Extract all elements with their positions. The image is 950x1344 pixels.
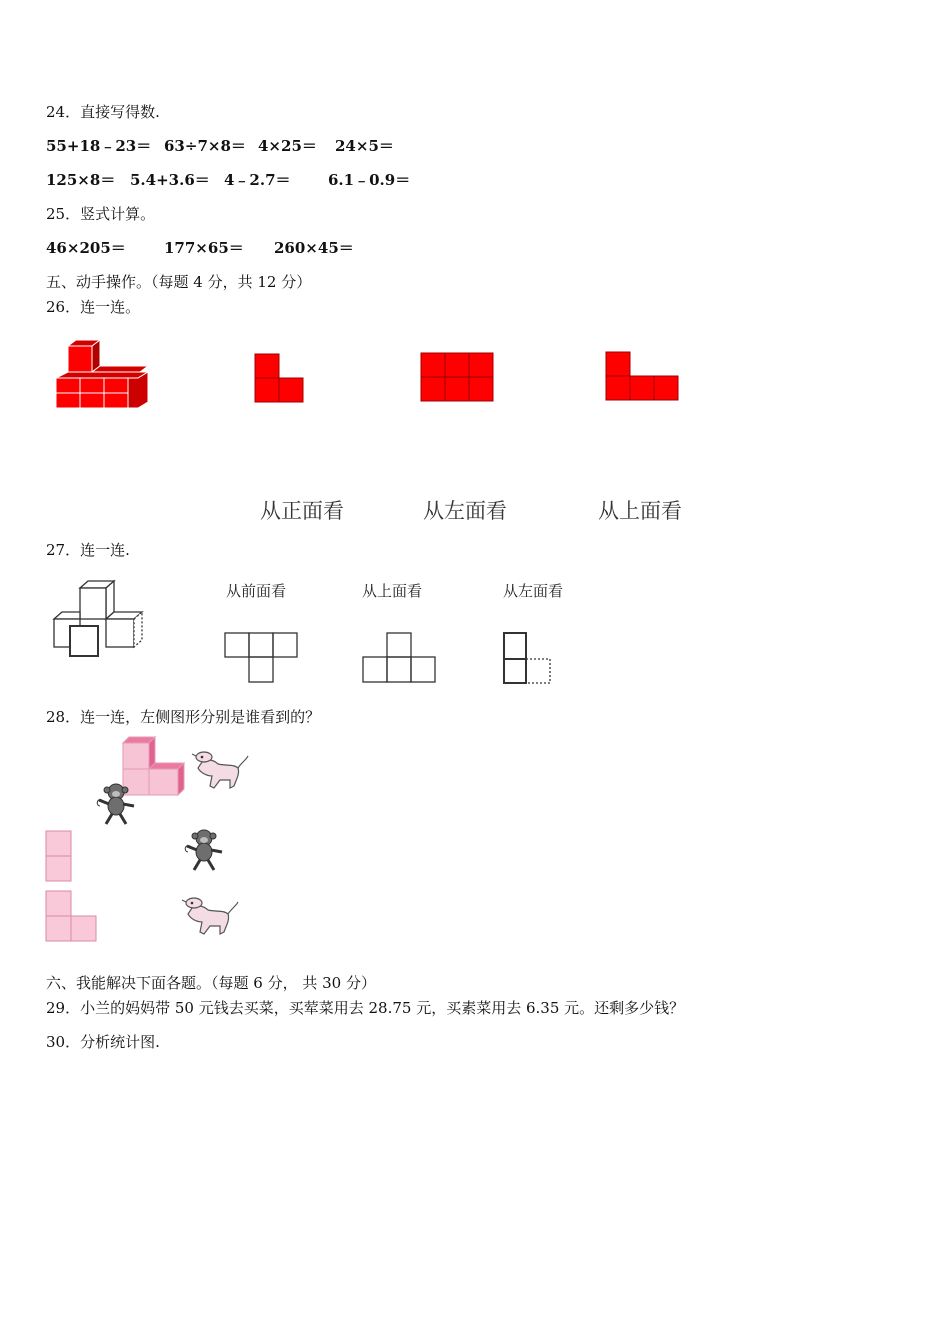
question-29-text: 29．小兰的妈妈带 50 元钱去买菜，买荤菜用去 28.75 元，买素菜用去 6.35 元。还剩多少钱？ xyxy=(46,999,685,1017)
expression: 4﹣2.7＝ xyxy=(224,171,291,189)
t-shape-view xyxy=(224,632,302,684)
view-label-front: 从正面看 xyxy=(260,499,344,523)
view-label-top: 从上面看 xyxy=(598,499,682,523)
red-rectangle-view xyxy=(420,352,496,404)
view-label-left: 从左面看 xyxy=(503,582,564,600)
question-30-title: 30．分析统计图. xyxy=(46,1033,160,1051)
red-wide-l-view xyxy=(605,351,681,403)
question-28-title: 28．连一连，左侧图形分别是谁看到的？ xyxy=(46,708,321,726)
dog-icon xyxy=(190,748,250,794)
expression: 24×5＝ xyxy=(335,137,394,155)
expression: 177×65＝ xyxy=(164,239,244,257)
expression: 260×45＝ xyxy=(274,239,354,257)
pink-vertical-view xyxy=(45,830,73,884)
question-24-title: 24．直接写得数. xyxy=(46,103,160,121)
expression: 125×8＝ xyxy=(46,171,116,189)
expression: 46×205＝ xyxy=(46,239,126,257)
l-shape-outline-view xyxy=(503,632,557,686)
section-6-title: 六、我能解决下面各题。（每题 6 分， 共 30 分） xyxy=(46,974,376,992)
expression: 63÷7×8＝ xyxy=(164,137,246,155)
red-l-shape-view xyxy=(254,353,306,405)
inverted-t-shape-view xyxy=(362,632,440,684)
section-5-title: 五、动手操作。（每题 4 分，共 12 分） xyxy=(46,273,312,291)
expression: 55+18﹣23＝ xyxy=(46,137,152,155)
view-label-front: 从前面看 xyxy=(226,582,287,600)
monkey-icon xyxy=(182,828,226,872)
view-label-left: 从左面看 xyxy=(423,499,507,523)
question-26-title: 26．连一连。 xyxy=(46,298,141,316)
question-27-title: 27．连一连. xyxy=(46,541,130,559)
red-cube-stack-3d xyxy=(52,338,152,412)
dog-icon xyxy=(180,894,240,940)
expression: 6.1﹣0.9＝ xyxy=(328,171,411,189)
question-25-title: 25．竖式计算。 xyxy=(46,205,156,223)
cube-stack-outline xyxy=(50,578,150,660)
monkey-icon xyxy=(94,782,138,826)
expression: 5.4+3.6＝ xyxy=(130,171,210,189)
expression: 4×25＝ xyxy=(258,137,317,155)
pink-l-shape-view xyxy=(45,890,99,944)
view-label-top: 从上面看 xyxy=(362,582,423,600)
